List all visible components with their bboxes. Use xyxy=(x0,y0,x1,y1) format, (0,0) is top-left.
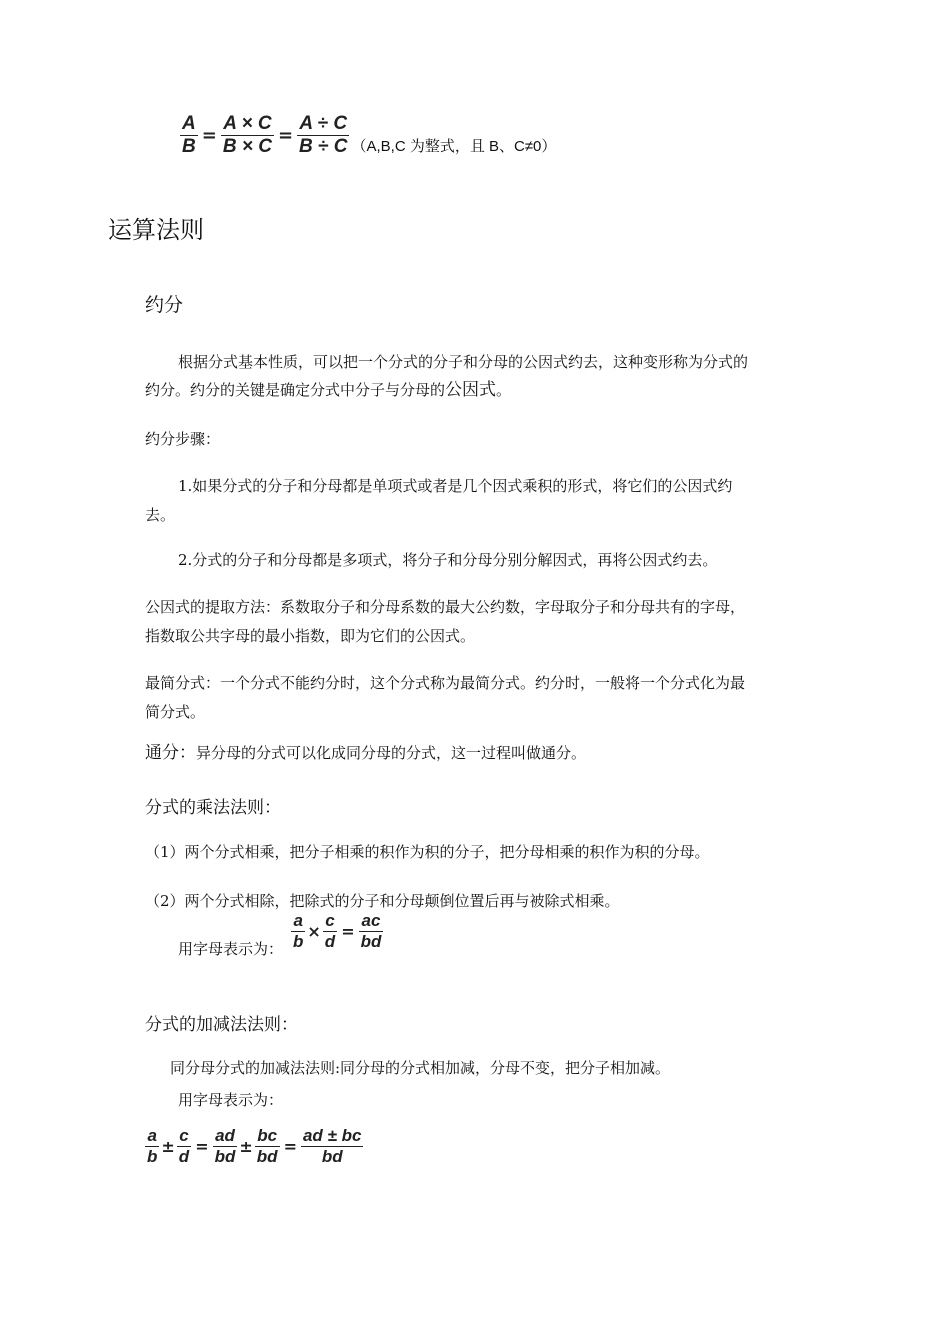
simplest-fraction-line1: 最简分式：一个分式不能约分时，这个分式称为最简分式。约分时，一般将一个分式化为最 xyxy=(145,674,746,692)
heading-reduction: 约分 xyxy=(145,294,184,316)
fraction-bc-over-bd: $\frac{bc}{bd}$ xyxy=(256,1126,278,1166)
add-rule: 同分母分式的加减法法则:同分母的分式相加减，分母不变，把分子相加减。 xyxy=(170,1059,671,1077)
fraction-ad-over-bd: $\frac{ad}{bd}$ xyxy=(214,1126,236,1166)
fraction-multiply: $\frac{A \times C}{B \times C}$ xyxy=(222,113,272,157)
equals-sign: = xyxy=(341,921,355,941)
formula-fraction-property xyxy=(180,113,556,158)
equals-sign: = xyxy=(201,124,217,146)
equals-sign: = xyxy=(283,1136,297,1156)
paragraph-reduction-line2: 约分。约分的关键是确定分式中分子与分母的公因式。 xyxy=(145,380,512,400)
formula-addition xyxy=(145,1126,363,1166)
formula-multiplication xyxy=(291,911,383,951)
fraction-ac-over-bd: $\frac{ac}{bd}$ xyxy=(360,911,382,951)
fraction-a-over-b: $\frac{A}{B}$ xyxy=(182,113,196,157)
formula-condition-note: （A,B,C 为整式，且 B、C≠0） xyxy=(351,137,557,155)
plus-minus-sign: ± xyxy=(161,1136,175,1156)
fraction-c-over-d: $\frac{c}{d}$ xyxy=(324,911,336,951)
heading-addition-rule: 分式的加减法法则： xyxy=(145,1015,298,1035)
mult-rule-2: （2）两个分式相除，把除式的分子和分母颠倒位置后再与被除式相乘。 xyxy=(145,892,620,910)
equals-sign: = xyxy=(277,124,294,146)
simplest-fraction-line2: 简分式。 xyxy=(145,703,206,721)
common-denominator: 通分：异分母的分式可以化成同分母的分式，这一过程叫做通分。 xyxy=(145,743,587,763)
fraction-sum-over-bd: $\frac{ad \pm bc}{bd}$ xyxy=(302,1126,362,1166)
paragraph-reduction-line1: 根据分式基本性质，可以把一个分式的分子和分母的公因式约去，这种变形称为分式的 xyxy=(178,353,749,371)
common-denominator-label: 通分： xyxy=(145,743,196,763)
mult-rule-1: （1）两个分式相乘，把分子相乘的积作为积的分子，把分母相乘的积作为积的分母。 xyxy=(145,843,710,861)
common-factor-term: 公因式 xyxy=(445,380,497,400)
fraction-a-over-b: $\frac{a}{b}$ xyxy=(293,911,304,951)
gcf-method-line1: 公因式的提取方法：系数取分子和分母系数的最大公约数，字母取分子和分母共有的字母， xyxy=(145,598,746,616)
times-sign: × xyxy=(307,921,321,941)
steps-title: 约分步骤： xyxy=(145,430,221,448)
step-1-line1: 1.如果分式的分子和分母都是单项式或者是几个因式乘积的形式，将它们的公因式约 xyxy=(178,477,733,495)
step-2: 2.分式的分子和分母都是多项式，将分子和分母分别分解因式，再将公因式约去。 xyxy=(178,551,718,569)
add-letters-label: 用字母表示为： xyxy=(178,1091,284,1109)
step-1-line2: 去。 xyxy=(145,506,176,524)
heading-multiplication-rule: 分式的乘法法则： xyxy=(145,798,281,818)
fraction-divide: $\frac{A \div C}{B \div C}$ xyxy=(299,113,348,157)
gcf-method-line2: 指数取公共字母的最小指数，即为它们的公因式。 xyxy=(145,627,476,645)
fraction-a-over-b: $\frac{a}{b}$ xyxy=(147,1126,158,1166)
mult-letters-label: 用字母表示为： xyxy=(178,940,284,958)
plus-minus-sign: ± xyxy=(239,1136,253,1156)
fraction-c-over-d: $\frac{c}{d}$ xyxy=(178,1126,190,1166)
heading-operation-rules: 运算法则 xyxy=(108,216,204,244)
equals-sign: = xyxy=(195,1136,209,1156)
